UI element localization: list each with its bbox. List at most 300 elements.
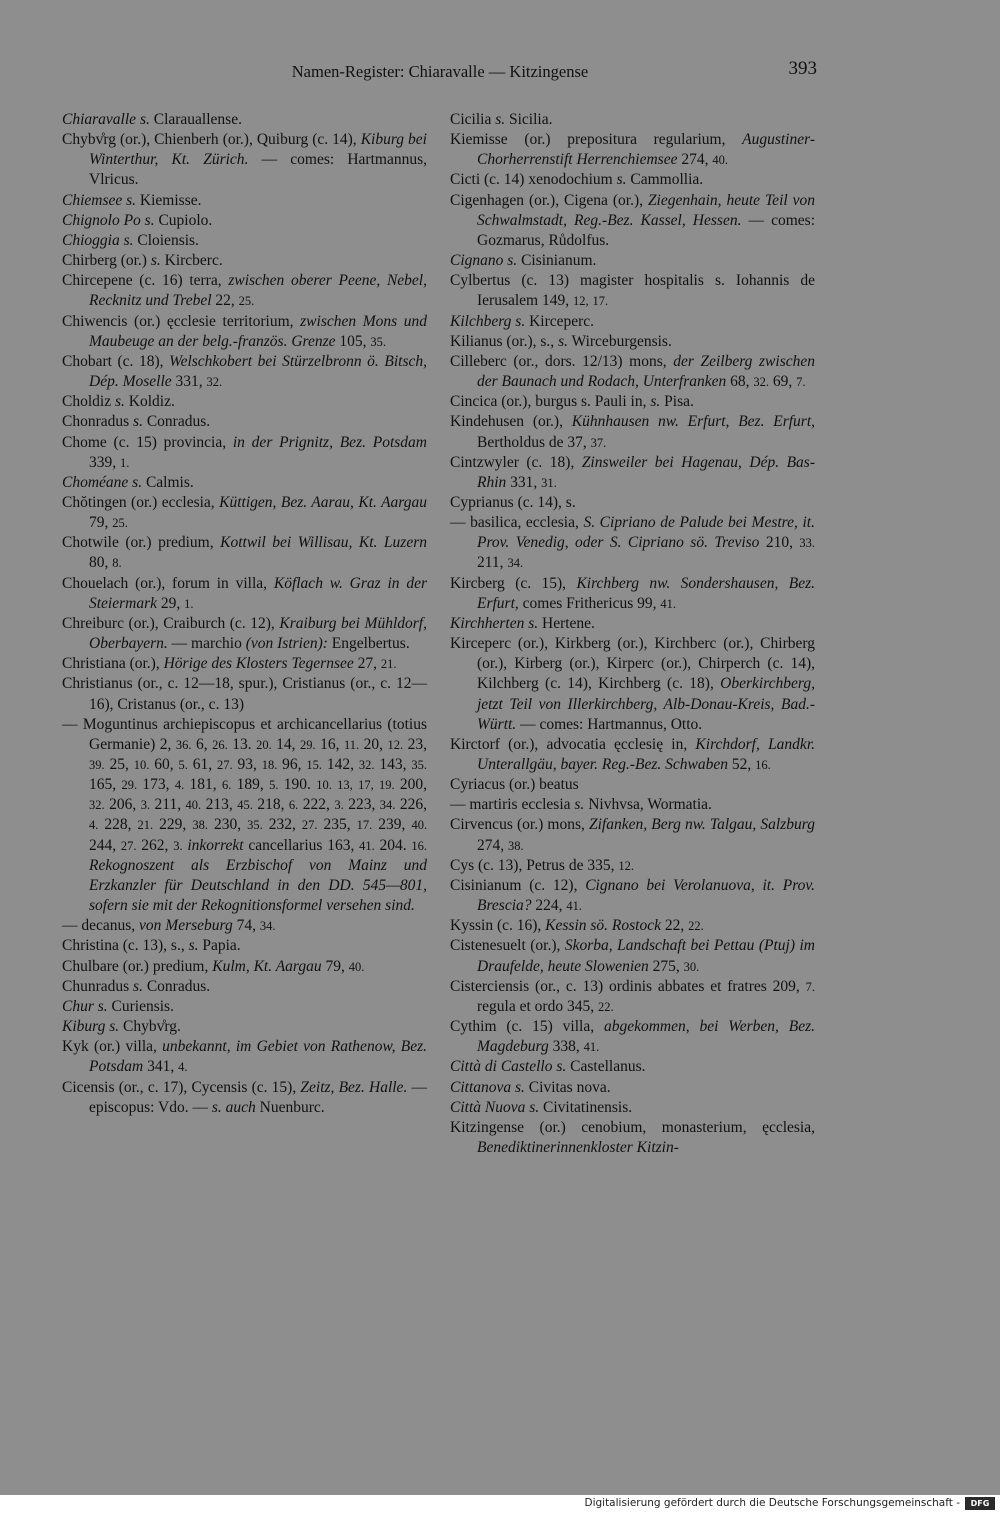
entry-text: Conradus. [142, 977, 211, 995]
entry-text: 93, [232, 756, 262, 773]
entry-text: zwischen Mons und Maubeuge an der belg.-französ. Grenze [89, 312, 427, 350]
entry-text: Chur s. [62, 997, 108, 1015]
entry-text: 200, [394, 776, 428, 794]
entry-text: Chiaravalle [62, 111, 137, 128]
entry-text: 52, [727, 756, 756, 773]
register-entry [62, 312, 427, 352]
entry-text: 232, [262, 816, 302, 834]
entry-text: 60, [149, 756, 179, 773]
entry-text: Civitas nova. [524, 1078, 611, 1096]
entry-text: Chirberg (or.) [62, 252, 151, 270]
entry-text: Kircberg (c. 15), [450, 574, 577, 592]
entry-text: 165, [89, 776, 122, 794]
entry-text: Cigenhagen (or.), Cigena (or.), [450, 191, 648, 209]
line-reference: 32. [89, 798, 105, 813]
entry-text: Kulm, Kt. Aargau [212, 957, 322, 975]
entry-text: 210, [759, 534, 800, 552]
entry-text: 13. [227, 735, 257, 753]
entry-text: Chreiburc (or.), Craiburch (c. 12), [62, 614, 280, 632]
entry-text: 224, [531, 897, 567, 915]
entry-text: 190. [278, 776, 317, 794]
entry-text: Choméane s. [62, 473, 143, 491]
line-reference: 33. [799, 536, 816, 551]
entry-text: s. [495, 111, 506, 128]
entry-text: Kraiburg bei Mühldorf, Oberbayern. [89, 614, 427, 653]
register-entry [450, 876, 815, 916]
page-number: 393 [788, 58, 817, 79]
register-entry [62, 231, 427, 251]
entry-text: Cyprianus (c. 14), s. [450, 493, 576, 511]
line-reference: 17. [592, 294, 609, 309]
register-entry [450, 251, 815, 271]
entry-text: Città Nuova s. [450, 1098, 540, 1116]
entry-text: von Merseburg [139, 917, 233, 935]
register-entry [62, 110, 427, 130]
entry-text: s. [114, 393, 125, 411]
register-entry [62, 1037, 427, 1077]
entry-text: Benediktinerinnenkloster Kitzin- [477, 1138, 679, 1156]
line-reference: 29. [300, 737, 316, 752]
line-reference: 17. [356, 818, 373, 833]
line-reference: 35. [370, 334, 387, 349]
line-reference: 27. [301, 818, 318, 833]
entry-text: 25, [104, 756, 134, 773]
entry-text: Zifanken, Berg nw. Talgau, Salzburg [589, 816, 815, 834]
entry-text: S. Cipriano de Palude bei Mestre, it. Prov. Venedig, oder S. Cipriano sö. Treviso [477, 514, 815, 552]
entry-text: s. [650, 393, 661, 411]
entry-text: Cintzwyler (c. 18), [450, 453, 582, 471]
entry-text: 339, [89, 453, 120, 471]
entry-text: Köflach w. Graz in der Steiermark [89, 574, 427, 612]
line-reference: 13, [337, 778, 353, 793]
entry-text: Chioggia s. [62, 231, 134, 249]
entry-text: Papia. [198, 937, 241, 955]
entry-text: Chybv̊rg (or.), Chienberh (or.), Quiburg (c. 14), [62, 131, 361, 149]
entry-text: 22, [660, 917, 689, 935]
register-entry [62, 533, 427, 573]
line-reference: 40. [411, 818, 428, 833]
entry-text: Cloiensis. [133, 231, 199, 249]
entry-text: Zinsweiler bei Hagenau, Dép. Bas-Rhin [477, 453, 815, 491]
entry-text: Chybv̊rg. [119, 1018, 181, 1036]
entry-text: Kiemisse. [136, 191, 202, 209]
entry-text: 244, [89, 836, 121, 854]
entry-text: Kitzingense (or.) cenobium, monasterium, ęcclesia, [450, 1118, 815, 1136]
entry-text: Chunradus [62, 977, 134, 995]
entry-text: 74, [232, 917, 260, 935]
register-entry [450, 271, 815, 311]
line-reference: 21. [137, 818, 154, 833]
entry-text: Kyk (or.) villa, [62, 1038, 163, 1056]
entry-text: Cistenesuelt (or.), [450, 937, 565, 955]
entry-text: Hörige des Klosters Tegernsee [163, 655, 354, 673]
line-reference: 32. [358, 758, 375, 772]
entry-text: 143, [374, 756, 412, 773]
entry-text: Clarauallense. [149, 111, 242, 128]
entry-text: Hertene. [538, 614, 595, 632]
register-entry [62, 352, 427, 392]
line-reference: 29. [121, 778, 138, 793]
entry-text: Chome (c. 15) provincia, [62, 433, 233, 451]
register-entry [62, 715, 427, 917]
register-entry [450, 493, 815, 513]
line-reference: 7. [796, 375, 806, 390]
entry-text: s. [558, 332, 568, 350]
entry-text: — decanus, [62, 917, 140, 935]
register-entry [450, 1057, 815, 1077]
entry-text: Cirvencus (or.) mons, [450, 816, 589, 834]
entry-text: Kilchberg s. [450, 312, 526, 330]
entry-text: 275, [648, 957, 684, 975]
register-entry [62, 574, 427, 614]
line-reference: 34. [507, 556, 524, 571]
entry-text: — comes: Hartmannus, Vlricus. [89, 151, 427, 189]
entry-text: 61, [187, 756, 217, 773]
line-reference: 6. [221, 778, 232, 793]
line-reference: 35. [411, 758, 428, 772]
entry-text: Cignano bei Verolanuova, it. Prov. Brescia? [477, 876, 815, 915]
entry-text: Kiburg bei Winterthur, Kt. Zürich. [89, 131, 427, 169]
line-reference: 3. [334, 798, 344, 813]
register-entry [62, 916, 427, 936]
entry-text: Chircepene (c. 16) terra, [62, 272, 229, 290]
entry-text: 230, [207, 816, 248, 834]
line-reference: 10. [316, 778, 332, 793]
entry-text: 204. [374, 836, 412, 854]
line-reference: 1. [184, 596, 194, 611]
entry-text: Cupiolo. [154, 211, 213, 229]
line-reference: 40. [712, 153, 728, 168]
register-entry [62, 614, 427, 654]
line-reference: 25. [238, 294, 255, 309]
line-reference: 4. [174, 778, 185, 793]
entry-text: Chignolo Po s. [62, 211, 155, 229]
register-entry [450, 1118, 815, 1158]
entry-text: 274, [477, 836, 508, 854]
entry-text: Nivhvsa, Wormatia. [584, 796, 712, 814]
line-reference: 31. [541, 475, 557, 490]
entry-text: 80, [89, 554, 113, 572]
register-entry [450, 170, 815, 190]
funding-credit: Digitalisierung gefördert durch die Deutsche Forschungsgemeinschaft - [584, 1497, 960, 1509]
line-reference: 34. [379, 798, 396, 813]
entry-text: Choldiz [62, 393, 115, 411]
entry-text: Cisinianum (c. 12), [450, 876, 586, 894]
line-reference: 20. [256, 737, 272, 752]
line-reference: 10. [133, 758, 150, 772]
entry-text: cancellarius 163, [243, 836, 360, 854]
line-reference: 8. [112, 556, 122, 571]
register-entry [450, 130, 815, 170]
entry-text: Kindehusen (or.), [450, 413, 572, 431]
entry-text: 105, [335, 332, 371, 350]
entry-text: Cythim (c. 15) villa, [450, 1018, 604, 1036]
register-entry [62, 251, 427, 271]
entry-text: 218, [252, 796, 289, 814]
register-entry [62, 473, 427, 493]
footer-bar [0, 1495, 1000, 1513]
entry-text: Kirceperc. [525, 312, 595, 330]
register-entry [62, 997, 427, 1017]
register-entry [450, 513, 815, 573]
entry-text: Chŏtingen (or.) ecclesia, [62, 493, 220, 511]
register-entry [450, 412, 815, 452]
entry-text: 274, [677, 151, 713, 169]
line-reference: 18. [261, 758, 278, 772]
entry-text: Skorba, Landschaft bei Pettau (Ptuj) im Draufelde, heute Slowenien [477, 937, 815, 975]
entry-text: (von Istrien): [245, 635, 328, 653]
line-reference: 36. [175, 737, 192, 752]
line-reference: 38. [508, 838, 524, 853]
entry-text: Engelbertus. [327, 635, 410, 653]
entry-text: 23, [403, 735, 427, 753]
register-entry [450, 795, 815, 815]
entry-text: 20, [359, 735, 388, 753]
entry-text: s. [188, 937, 199, 955]
entry-text: Koldiz. [124, 393, 175, 411]
entry-text: — comes: Hartmannus, Otto. [516, 715, 703, 733]
register-entry [62, 211, 427, 231]
register-entry [450, 574, 815, 614]
line-reference: 41. [583, 1040, 600, 1055]
register-entry [62, 654, 427, 674]
line-reference: 1. [120, 455, 130, 470]
entry-text: Kyssin (c. 16), [450, 917, 546, 935]
entry-text: Kirchherten s. [450, 614, 539, 632]
entry-text: zwischen oberer Peene, Nebel, Recknitz und Trebel [89, 272, 427, 310]
entry-text: der Zeilberg zwischen der Baunach und Rodach, Unterfranken [477, 352, 815, 391]
register-entry [62, 271, 427, 311]
entry-text: comes Frithericus 99, [518, 594, 661, 612]
entry-text: s. auch [211, 1098, 256, 1116]
entry-text: — Moguntinus archiepiscopus et archicancellarius (totius Germanie) 2, [62, 715, 427, 753]
entry-text: 96, [277, 756, 307, 773]
register-entry [450, 453, 815, 493]
entry-text: Rekognoszent als Erzbischof von Mainz und Erzkanzler für Deutschland in den DD. 545—801, sofern sie mit der Rekognitionsformel versehen sind. [89, 856, 427, 915]
register-entry [62, 493, 427, 533]
line-reference: 37. [590, 435, 607, 450]
line-reference: 5. [269, 778, 279, 793]
line-reference: 41. [660, 596, 677, 611]
entry-text: Christina (c. 13), s., [62, 937, 189, 955]
entry-text: s. [616, 171, 627, 189]
line-reference: 30. [683, 959, 700, 974]
register-entry [62, 412, 427, 432]
entry-text: Nuenburc. [255, 1098, 325, 1116]
entry-text: Kiemisse (or.) prepositura regularium, [450, 131, 743, 149]
entry-text: Kottwil bei Willisau, Kt. Luzern [220, 534, 427, 552]
entry-text: Kiburg s. [62, 1018, 120, 1036]
register-entry [62, 957, 427, 977]
entry-text: Bertholdus de 37, [477, 433, 591, 451]
register-entry [450, 1078, 815, 1098]
entry-text: 181, [184, 776, 222, 794]
entry-text: 142, [322, 756, 359, 773]
entry-text: Kirceperc (or.), Kirkberg (or.), Kirchberc (or.), Chirberg (or.), Kirberg (or.), Kirperc (or.), Chirperch (c. 14), Kilchberg (c. 14), Kirchberg (c. 18), [450, 635, 815, 693]
entry-text: Cicilia [450, 111, 496, 128]
entry-text: 6, [191, 735, 213, 753]
register-entry [450, 614, 815, 634]
entry-text: Chiwencis (or.) ęcclesie territorium, [62, 312, 301, 330]
register-entry [450, 110, 815, 130]
entry-text: Kirchdorf, Landkr. Unterallgäu, bayer. Reg.-Bez. Schwaben [477, 735, 816, 773]
register-entry [450, 916, 815, 936]
entry-text: Kilianus (or.), s., [450, 332, 559, 350]
entry-text: Cincica (or.), burgus s. Pauli in, [450, 393, 651, 411]
entry-text: Cisterciensis (or., c. 13) ordinis abbates et fratres 209, [450, 977, 806, 995]
line-reference: 22. [597, 999, 614, 1014]
register-entry [450, 775, 815, 795]
entry-text: 16, [315, 735, 344, 753]
entry-text: 14, [271, 735, 301, 753]
entry-text: s. [139, 111, 150, 128]
entry-text: — marchio [167, 635, 246, 653]
entry-text: s. [150, 252, 161, 270]
register-entry [62, 977, 427, 997]
entry-text: 228, [98, 816, 138, 834]
line-reference: 4. [89, 818, 99, 833]
line-reference: 32. [206, 375, 223, 390]
entry-text: Zeitz, Bez. Halle. [300, 1078, 408, 1096]
entry-text: Cisinianum. [517, 252, 597, 270]
line-reference: 11. [344, 737, 360, 752]
entry-text: Cammollia. [626, 171, 704, 189]
entry-text: Cicti (c. 14) xenodochium [450, 171, 617, 189]
entry-text: s. [574, 796, 585, 814]
entry-text: 79, [89, 514, 113, 532]
line-reference: 12, [572, 294, 589, 309]
line-reference: 6. [288, 798, 299, 813]
entry-text: 206, [104, 796, 141, 814]
entry-text: — comes: Gozmarus, Růdolfus. [477, 211, 816, 249]
line-reference: 26. [212, 737, 228, 752]
entry-text: — episcopus: Vdo. — [89, 1078, 427, 1116]
entry-text: Cicensis (or., c. 17), Cycensis (c. 15), [62, 1078, 301, 1096]
entry-text: 22, [211, 292, 239, 310]
line-reference: 25. [112, 516, 128, 531]
entry-text: Wirceburgensis. [567, 332, 672, 350]
register-entry [450, 332, 815, 352]
register-entry [62, 130, 427, 190]
entry-text: Kühnhausen nw. Erfurt, Bez. Erfurt, [571, 413, 816, 431]
line-reference: 35. [247, 818, 263, 833]
entry-text: 235, [317, 816, 357, 834]
entry-text: 29, [157, 594, 185, 612]
entry-text: Kirctorf (or.), advocatia ęcclesię in, [450, 735, 696, 753]
entry-text: 223, [343, 796, 380, 814]
register-entry [450, 392, 815, 412]
entry-text: Cylbertus (c. 13) magister hospitalis s. Iohannis de Ierusalem 149, [450, 272, 815, 310]
entry-text: Küttigen, Bez. Aarau, Kt. Aargau [219, 493, 427, 511]
entry-text: — basilica, ecclesia, [450, 514, 584, 532]
entry-text: Kessin sö. Rostock [545, 917, 661, 935]
line-reference: 19. [379, 778, 395, 793]
entry-text: Cittanova s. [450, 1078, 525, 1096]
register-entry [62, 433, 427, 473]
entry-text: 222, [298, 796, 335, 814]
entry-text: in der Prignitz, Bez. Potsdam [232, 433, 427, 451]
entry-text: regula et ordo 345, [477, 997, 598, 1015]
line-reference: 3. [140, 798, 151, 813]
register-entry [450, 312, 815, 332]
running-header: Namen-Register: Chiaravalle — Kitzingense [291, 62, 589, 81]
line-reference: 12. [387, 737, 404, 752]
entry-text: Curiensis. [107, 997, 174, 1015]
line-reference: 27. [216, 758, 233, 772]
entry-text: 229, [153, 816, 193, 834]
line-reference: 15. [306, 758, 323, 772]
register-entry [450, 815, 815, 855]
register-entry [62, 392, 427, 412]
entry-text: 338, [548, 1038, 584, 1056]
entry-text: Chulbare (or.) predium, [62, 957, 213, 975]
entry-text: Cilleberc (or., dors. 12/13) mons, [450, 352, 674, 370]
entry-text: 211, [150, 796, 186, 814]
entry-text: Ziegenhain, heute Teil von Schwalmstadt, Reg.-Bez. Kassel, Hessen. [477, 191, 815, 229]
entry-text: 211, [477, 554, 508, 572]
entry-text: Conradus. [142, 413, 211, 431]
entry-text: s. [133, 413, 143, 431]
entry-text: 69, [769, 373, 797, 391]
entry-text: Cignano s. [450, 252, 518, 270]
register-entry [450, 191, 815, 251]
register-entry [62, 191, 427, 211]
register-entry [62, 1078, 427, 1118]
entry-text: 239, [372, 816, 412, 834]
register-column-right [450, 110, 815, 1158]
line-reference: 3. [173, 838, 183, 853]
entry-text: Chotwile (or.) predium, [62, 534, 221, 552]
entry-text: Chobart (c. 18), [62, 352, 170, 370]
register-entry [450, 352, 815, 392]
register-column-left [62, 110, 427, 1118]
entry-text: unbekannt, im Gebiet von Rathenow, Bez. Potsdam [89, 1038, 428, 1076]
entry-text: Calmis. [142, 473, 194, 491]
entry-text: Cyriacus (or.) beatus [450, 776, 579, 794]
line-reference: 41. [566, 899, 583, 914]
entry-text: Augustiner-Chorherrenstift Herrenchiemsee [477, 131, 815, 169]
line-reference: 5. [178, 758, 188, 772]
entry-text: Chiemsee s. [62, 191, 137, 209]
entry-text: 226, [395, 796, 428, 814]
register-entry [62, 674, 427, 714]
entry-text: 262, [136, 836, 174, 854]
line-reference: 16. [755, 758, 771, 772]
entry-text: Civitatinensis. [539, 1098, 633, 1116]
entry-text: 341, [143, 1058, 179, 1076]
line-reference: 22. [688, 919, 704, 934]
register-entry [62, 1017, 427, 1037]
line-reference: 16. [411, 838, 428, 853]
line-reference: 32. [753, 375, 769, 390]
line-reference: 40. [348, 959, 365, 974]
entry-text: Christiana (or.), [62, 655, 164, 673]
entry-text: 173, [137, 776, 175, 794]
entry-text: — martiris ecclesia [450, 796, 575, 814]
entry-text: Welschkobert bei Stürzelbronn ö. Bitsch, Dép. Moselle [89, 352, 427, 391]
entry-text: abgekommen, bei Werben, Bez. Magdeburg [477, 1018, 815, 1056]
entry-text: Kirchberg nw. Sondershausen, Bez. Erfurt, [477, 574, 815, 612]
register-entry [450, 735, 815, 775]
register-entry [450, 977, 815, 1017]
line-reference: 39. [89, 758, 105, 772]
entry-text: Castellanus. [566, 1058, 646, 1076]
entry-text: 213, [201, 796, 238, 814]
entry-text: 331, [506, 473, 542, 491]
register-entry [450, 856, 815, 876]
entry-text: 79, [321, 957, 349, 975]
entry-text: s. [133, 977, 143, 995]
